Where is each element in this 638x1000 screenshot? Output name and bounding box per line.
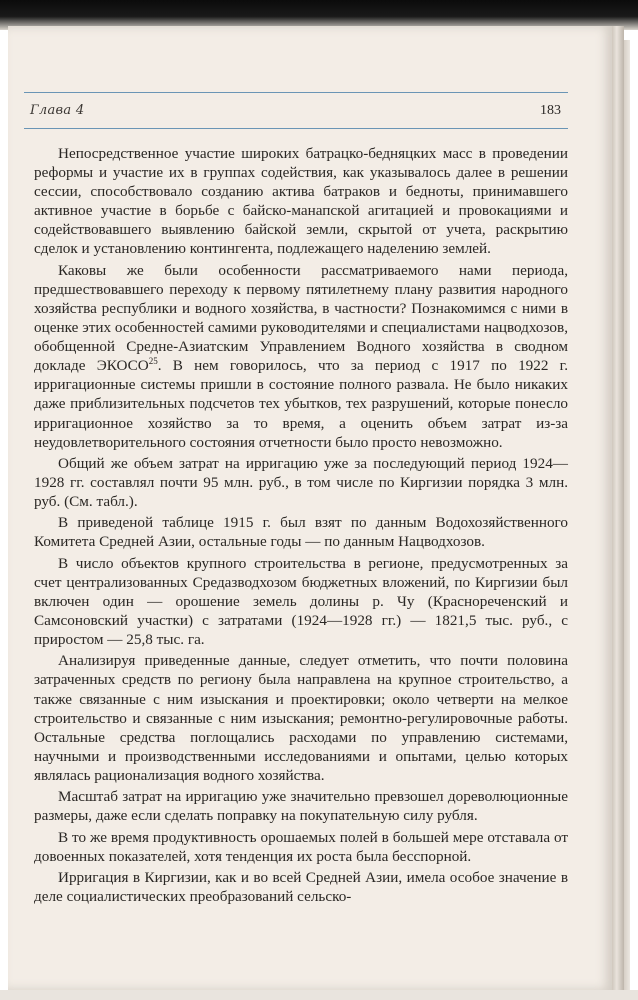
paragraph-8: В то же время продуктивность орошаемых полей в большей мере отставала от довоенных показателей, хотя тенденция их роста была бесспорной.: [34, 828, 568, 865]
page-number: 183: [540, 103, 561, 118]
paragraph-6: Анализируя приведенные данные, следует отметить, что почти половина затраченных средств по региону была направлена на крупное строительство, а также связанные с ним изыскания и проектировки; около четверти на мелкое строительство и связанные с ним изыскания; ремонтно-регулировочные работы. Остальные средства поглощались расходами по управлению системами, научными и производственными исследованиями и опытами, целью которых являлась рационализация водного хозяйства.: [34, 652, 568, 784]
paragraph-3: Общий же объем затрат на ирригацию уже за последующий период 1924—1928 гг. составлял почти 95 млн. руб., в том числе по Киргизии порядка 3 млн. руб. (См. табл.).: [34, 454, 568, 511]
page-edge-under: [624, 40, 630, 990]
footnote-reference: 25: [148, 356, 158, 367]
paragraph-2-text: Каковы же были особенности рассматриваемого нами периода, предшествовавшего переходу к первому пятилетнему плану развития народного хозяйства республики и водного хозяйства, в частности? Познакомимся с ними в оценке этих особенностей самими руководителями и специалистами нацводхозов, обобщенной Средне-Азиатским Управлением Водного хозяйства в сводном докладе ЭКОСО: [34, 261, 568, 375]
scan-bottom-strip: [0, 990, 638, 1000]
paragraph-5: В число объектов крупного строительства в регионе, предусмотренных за счет централизованных Средазводхозом бюджетных вложений, по Киргизии был включен один — орошение земель долины р. Чу (Краснореченский и Самсоновский участки) с затратами (1924—1928 гг.) — 1821,5 тыс. руб., с приростом — 25,8 тыс. га.: [34, 554, 568, 649]
header-rule-bottom: [24, 128, 568, 129]
chapter-running-head: Глава 4: [30, 103, 85, 118]
body-text: [34, 144, 568, 908]
paragraph-4: В приведеной таблице 1915 г. был взят по данным Водохозяйственного Комитета Средней Азии, остальные годы — по данным Нацводхозов.: [34, 514, 568, 551]
paragraph-2-continuation: . В нем говорилось, что за период с 1917 по 1922 г. ирригационные системы пришли в состояние полного развала. Не было никаких даже приблизительных подсчетов тех убытков, тех разрушений, которые понесло ирригационное хозяйство за то время, а оценить объем затрат из-за неудовлетворительного состояния отчетности было просто невозможно.: [34, 357, 568, 451]
paragraph-9: Ирригация в Киргизии, как и во всей Средней Азии, имела особое значение в деле социалистических преобразований сельско-: [34, 868, 568, 906]
paragraph-1: Непосредственное участие широких батрацко-бедняцких масс в проведении реформы и участие их в группах содействия, как указывалось далее в решении сессии, способствовало созданию актива батраков и бедноты, принимавшего активное участие в борьбе с байско-манапской агитацией и провокациями и содействовавшего выявлению байской земли, скрытой от учета, раскрытию сделок и установлению контингента, подлежащего наделению землей.: [34, 145, 568, 258]
paragraph-2: [34, 261, 568, 452]
paragraph-7: Масштаб затрат на ирригацию уже значительно превзошел дореволюционные размеры, даже если сделать поправку на покупательную силу рубля.: [34, 788, 568, 825]
header-rule-top: [24, 92, 568, 93]
page-edge: [612, 26, 624, 990]
